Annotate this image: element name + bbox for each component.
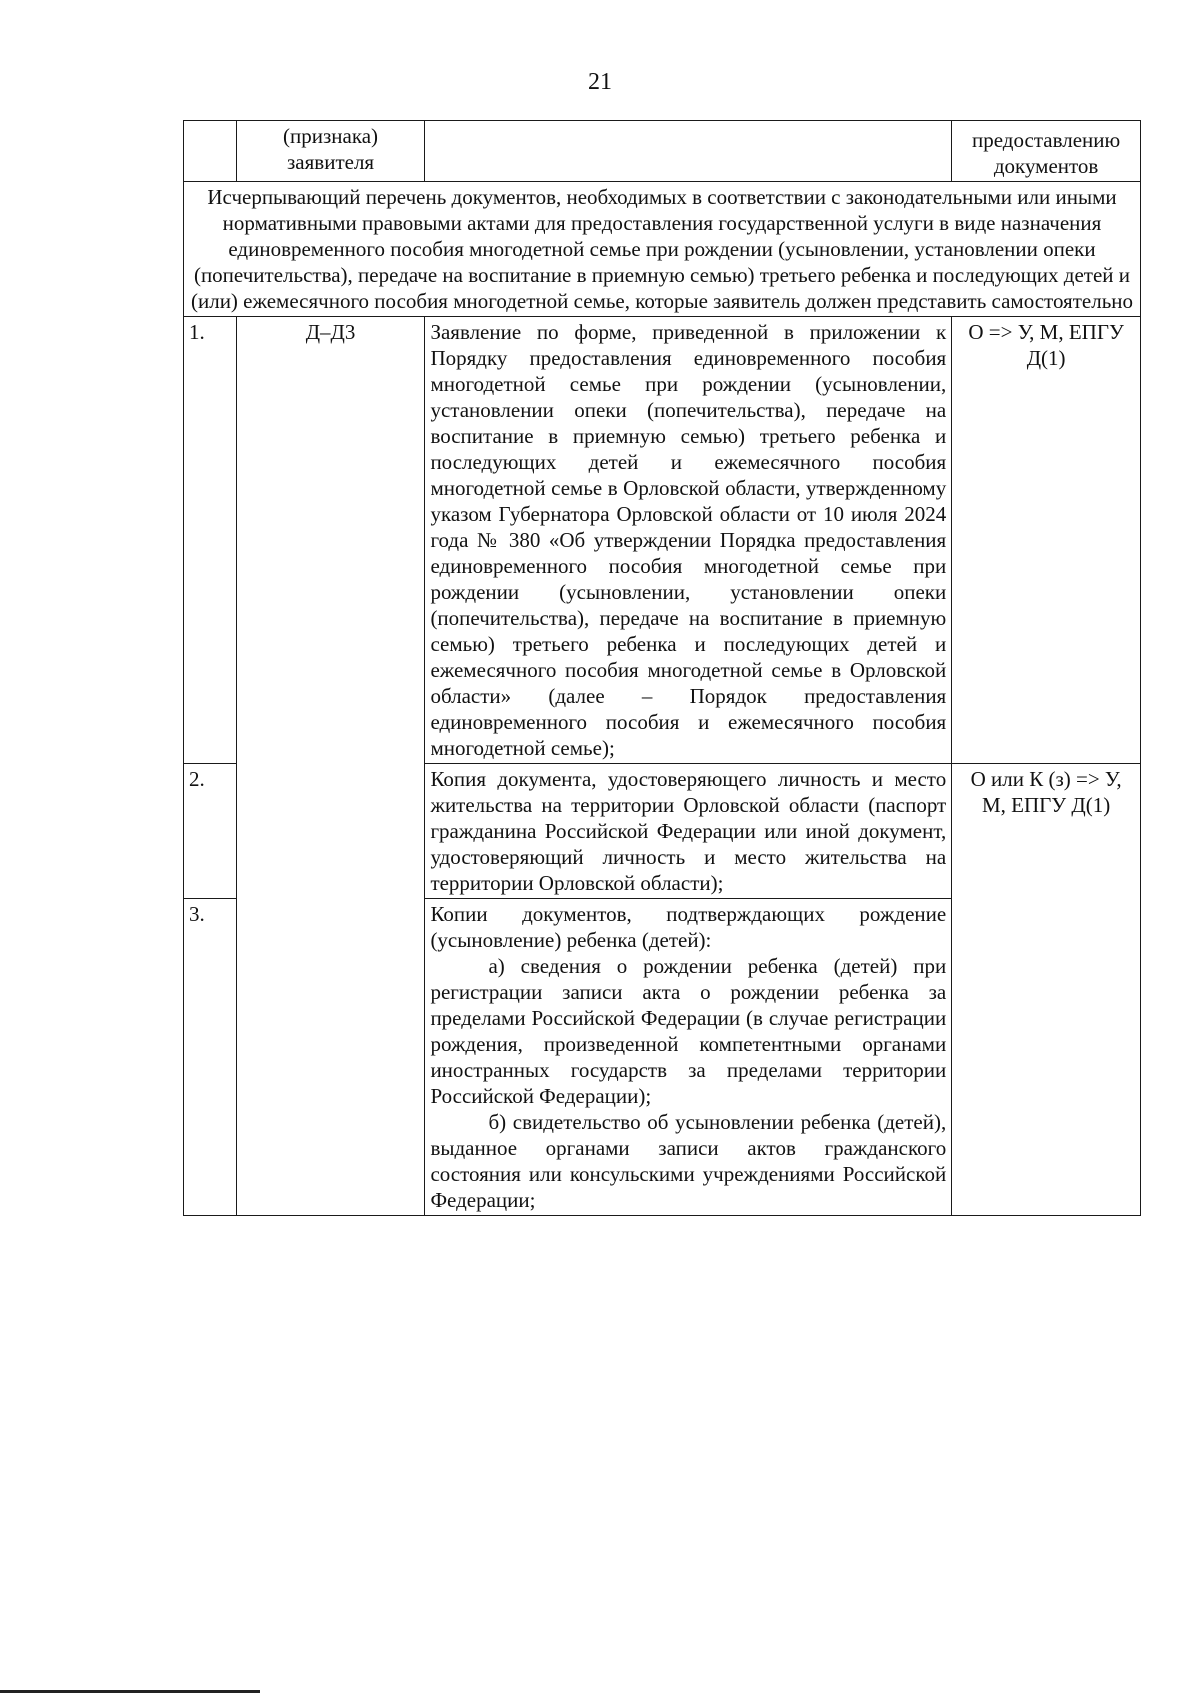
row-description: Копия документа, удостоверяющего личность и место жительства на территории Орловской области (паспорт гражданина Российской Федерации или иной документ, удостоверяющий личность и место жительства на территории Орловской области); xyxy=(425,764,952,899)
row-description-item-b: б) свидетельство об усыновлении ребенка (детей), выданное органами записи актов гражданского состояния или консульскими учреждениями Российской Федерации; xyxy=(430,1110,947,1212)
applicant-code: Д–Д3 xyxy=(236,317,425,1216)
documents-table xyxy=(183,120,1141,1216)
submission-method: О => У, М, ЕПГУ Д(1) xyxy=(952,317,1141,764)
row-description: Заявление по форме, приведенной в приложении к Порядку предоставления единовременного пособия многодетной семье при рождении (усыновлении, установлении опеки (попечительства), передаче на воспитание в приемную семью) третьего ребенка и последующих детей и ежемесячного пособия многодетной семье в Орловской области, утвержденному указом Губернатора Орловской области от 10 июля 2024 года № 380 «Об утверждении Порядка предоставления единовременного пособия многодетной семье при рождении (усыновлении, установлении опеки (попечительства), передаче на воспитание в приемную семью) третьего ребенка и последующих детей и ежемесячного пособия многодетной семье в Орловской области» (далее – Порядок предоставления единовременного пособия и ежемесячного пособия многодетной семье); xyxy=(425,317,952,764)
header-submission-line2: документов xyxy=(993,154,1099,178)
table-header-row xyxy=(184,121,1141,182)
section-row xyxy=(184,182,1141,317)
row-number: 1. xyxy=(184,317,237,764)
header-submission-line1: предоставлению xyxy=(972,128,1121,152)
section-title: Исчерпывающий перечень документов, необходимых в соответствии с законодательными или иными нормативными правовыми актами для предоставления государственной услуги в виде назначения единовременного пособия многодетной семье при рождении (усыновлении, установлении опеки (попечительства), передаче на воспитание в приемную семью) третьего ребенка и последующих детей и (или) ежемесячного пособия многодетной семье, которые заявитель должен представить самостоятельно xyxy=(184,182,1141,317)
header-cell-num xyxy=(184,121,237,182)
table-row xyxy=(184,317,1141,764)
row-description xyxy=(425,899,952,1216)
page-number: 21 xyxy=(588,69,612,95)
header-applicant-label: (признака) заявителя xyxy=(283,124,379,174)
row-number: 2. xyxy=(184,764,237,899)
submission-method: О или К (з) => У, М, ЕПГУ Д(1) xyxy=(952,764,1141,1216)
bottom-edge-line xyxy=(0,1690,260,1693)
header-cell-description xyxy=(425,121,952,182)
row-description-item-a: а) сведения о рождении ребенка (детей) при регистрации записи акта о рождении ребенка за пределами Российской Федерации (в случае регистрации рождения, произведенной компетентными органами иностранных государств за пределами территории Российской Федерации); xyxy=(430,954,947,1108)
row-description-intro: Копии документов, подтверждающих рождение (усыновление) ребенка (детей): xyxy=(430,902,947,952)
row-number: 3. xyxy=(184,899,237,1216)
header-cell-applicant-category xyxy=(236,121,425,182)
header-cell-submission xyxy=(952,121,1141,182)
